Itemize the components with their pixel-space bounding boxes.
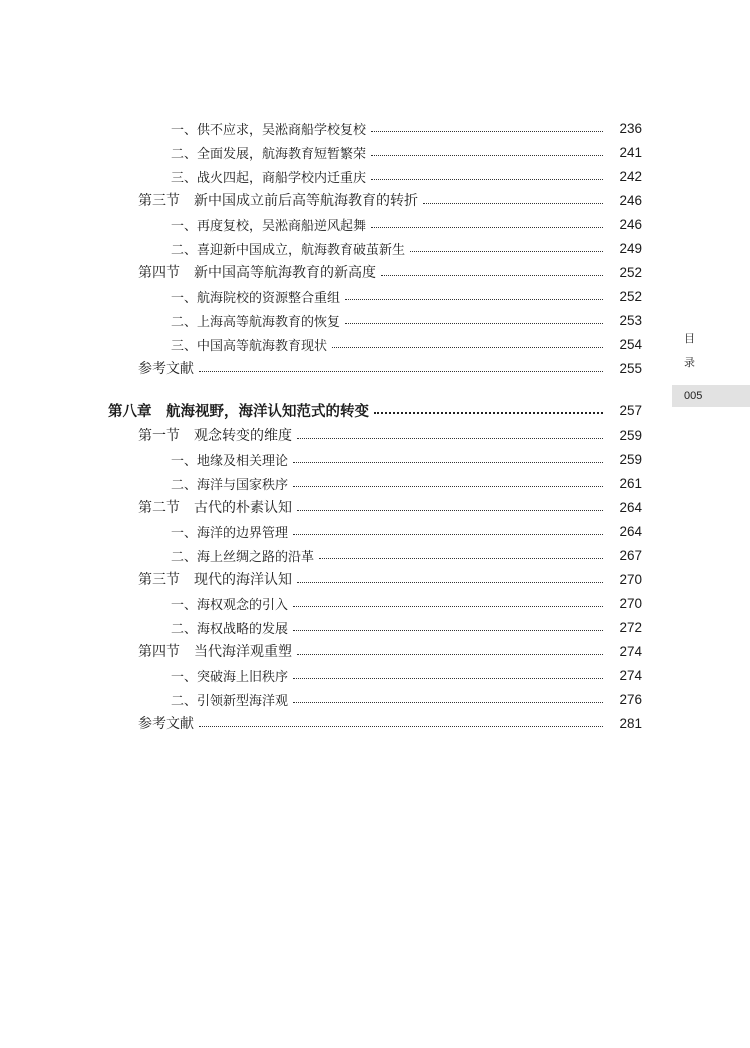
toc-entry-sub[interactable] [108, 212, 642, 236]
toc-entry-title: 一、再度复校，吴淞商船逆风起舞 [171, 218, 367, 234]
toc-entry-sec[interactable] [108, 188, 642, 212]
dot-leader [293, 630, 603, 631]
toc-entry-page-number: 249 [619, 240, 642, 256]
dot-leader [293, 606, 603, 607]
toc-entry-page-number: 257 [619, 402, 642, 418]
dot-leader [371, 179, 603, 180]
dot-leader [297, 582, 603, 583]
toc-entry-page-number: 281 [619, 715, 642, 731]
toc-entry-page-number: 272 [619, 619, 642, 635]
toc-entry-page-number: 255 [619, 360, 642, 376]
dot-leader [423, 203, 603, 204]
toc-entry-title: 第三节 现代的海洋认知 [138, 572, 292, 588]
toc-entry-page-number: 246 [619, 216, 642, 232]
toc-entry-title: 一、海洋的边界管理 [171, 525, 289, 541]
dot-leader [371, 227, 603, 228]
toc-entry-page-number: 270 [619, 571, 642, 587]
toc-entry-title: 一、地缘及相关理论 [171, 453, 289, 469]
toc-entry-title: 参考文献 [138, 361, 194, 377]
toc-entry-page-number: 274 [619, 643, 642, 659]
toc-entry-sub[interactable] [108, 615, 642, 639]
toc-entry-ref[interactable] [108, 711, 642, 735]
toc-entry-title: 二、喜迎新中国成立，航海教育破茧新生 [171, 242, 406, 258]
toc-entry-title: 一、航海院校的资源整合重组 [171, 290, 341, 306]
toc-entry-title: 一、海权观念的引入 [171, 597, 289, 613]
toc-entry-page-number: 254 [619, 336, 642, 352]
toc-entry-sec[interactable] [108, 260, 642, 284]
toc-entry-sub[interactable] [108, 308, 642, 332]
toc-entry-page-number: 246 [619, 192, 642, 208]
toc-entry-title: 二、引领新型海洋观 [171, 693, 289, 709]
toc-entry-page-number: 276 [619, 691, 642, 707]
toc-entry-page-number: 241 [619, 144, 642, 160]
toc-entry-page-number: 253 [619, 312, 642, 328]
toc-entry-page-number: 236 [619, 120, 642, 136]
toc-entry-page-number: 259 [619, 427, 642, 443]
toc-entry-title: 三、中国高等航海教育现状 [171, 338, 328, 354]
dot-leader [297, 438, 603, 439]
dot-leader [381, 275, 603, 276]
toc-entry-ref[interactable] [108, 356, 642, 380]
toc-entry-page-number: 252 [619, 288, 642, 304]
toc-entry-title: 三、战火四起，商船学校内迁重庆 [171, 170, 367, 186]
dot-leader [293, 678, 603, 679]
dot-leader [319, 558, 603, 559]
toc-entry-page-number: 259 [619, 451, 642, 467]
toc-entry-page-number: 264 [619, 499, 642, 515]
toc-entry-sub[interactable] [108, 236, 642, 260]
toc-entry-page-number: 267 [619, 547, 642, 563]
toc-entry-sub[interactable] [108, 332, 642, 356]
toc-entry-sub[interactable] [108, 471, 642, 495]
toc-entry-title: 第四节 新中国高等航海教育的新高度 [138, 265, 376, 281]
toc-entry-page-number: 261 [619, 475, 642, 491]
toc-entry-chap[interactable] [108, 397, 642, 423]
dot-leader [374, 412, 603, 414]
toc-entry-sub[interactable] [108, 663, 642, 687]
toc-entry-title: 第二节 古代的朴素认知 [138, 500, 292, 516]
side-label-lu: 录 [684, 356, 695, 369]
page-number-tab: 005 [672, 385, 750, 407]
toc-entry-title: 二、上海高等航海教育的恢复 [171, 314, 341, 330]
toc-entry-title: 二、海洋与国家秩序 [171, 477, 289, 493]
dot-leader [293, 462, 603, 463]
toc-entry-title: 一、突破海上旧秩序 [171, 669, 289, 685]
toc-entry-title: 参考文献 [138, 716, 194, 732]
table-of-contents [108, 116, 642, 735]
toc-entry-sec[interactable] [108, 639, 642, 663]
dot-leader [293, 534, 603, 535]
toc-entry-title: 一、供不应求，吴淞商船学校复校 [171, 122, 367, 138]
dot-leader [345, 299, 603, 300]
dot-leader [293, 486, 603, 487]
toc-entry-title: 二、全面发展，航海教育短暂繁荣 [171, 146, 367, 162]
dot-leader [410, 251, 603, 252]
dot-leader [371, 131, 603, 132]
toc-entry-title: 二、海上丝绸之路的沿革 [171, 549, 315, 565]
toc-entry-title: 第八章 航海视野，海洋认知范式的转变 [108, 402, 369, 420]
toc-entry-title: 第三节 新中国成立前后高等航海教育的转折 [138, 193, 418, 209]
toc-entry-sec[interactable] [108, 423, 642, 447]
toc-entry-sub[interactable] [108, 687, 642, 711]
toc-entry-sub[interactable] [108, 519, 642, 543]
toc-entry-sec[interactable] [108, 495, 642, 519]
dot-leader [293, 702, 603, 703]
toc-entry-sub[interactable] [108, 447, 642, 471]
toc-entry-title: 第四节 当代海洋观重塑 [138, 644, 292, 660]
dot-leader [297, 654, 603, 655]
toc-entry-title: 第一节 观念转变的维度 [138, 428, 292, 444]
toc-entry-sub[interactable] [108, 591, 642, 615]
dot-leader [345, 323, 603, 324]
dot-leader [297, 510, 603, 511]
toc-entry-sub[interactable] [108, 164, 642, 188]
toc-entry-sub[interactable] [108, 140, 642, 164]
toc-entry-page-number: 264 [619, 523, 642, 539]
dot-leader [199, 726, 603, 727]
toc-entry-title: 二、海权战略的发展 [171, 621, 289, 637]
toc-entry-sub[interactable] [108, 543, 642, 567]
toc-entry-sub[interactable] [108, 116, 642, 140]
dot-leader [371, 155, 603, 156]
dot-leader [332, 347, 603, 348]
dot-leader [199, 371, 603, 372]
toc-entry-page-number: 242 [619, 168, 642, 184]
toc-entry-sec[interactable] [108, 567, 642, 591]
side-label-mu: 目 [684, 332, 695, 345]
toc-entry-page-number: 274 [619, 667, 642, 683]
toc-entry-page-number: 252 [619, 264, 642, 280]
toc-entry-sub[interactable] [108, 284, 642, 308]
toc-entry-page-number: 270 [619, 595, 642, 611]
